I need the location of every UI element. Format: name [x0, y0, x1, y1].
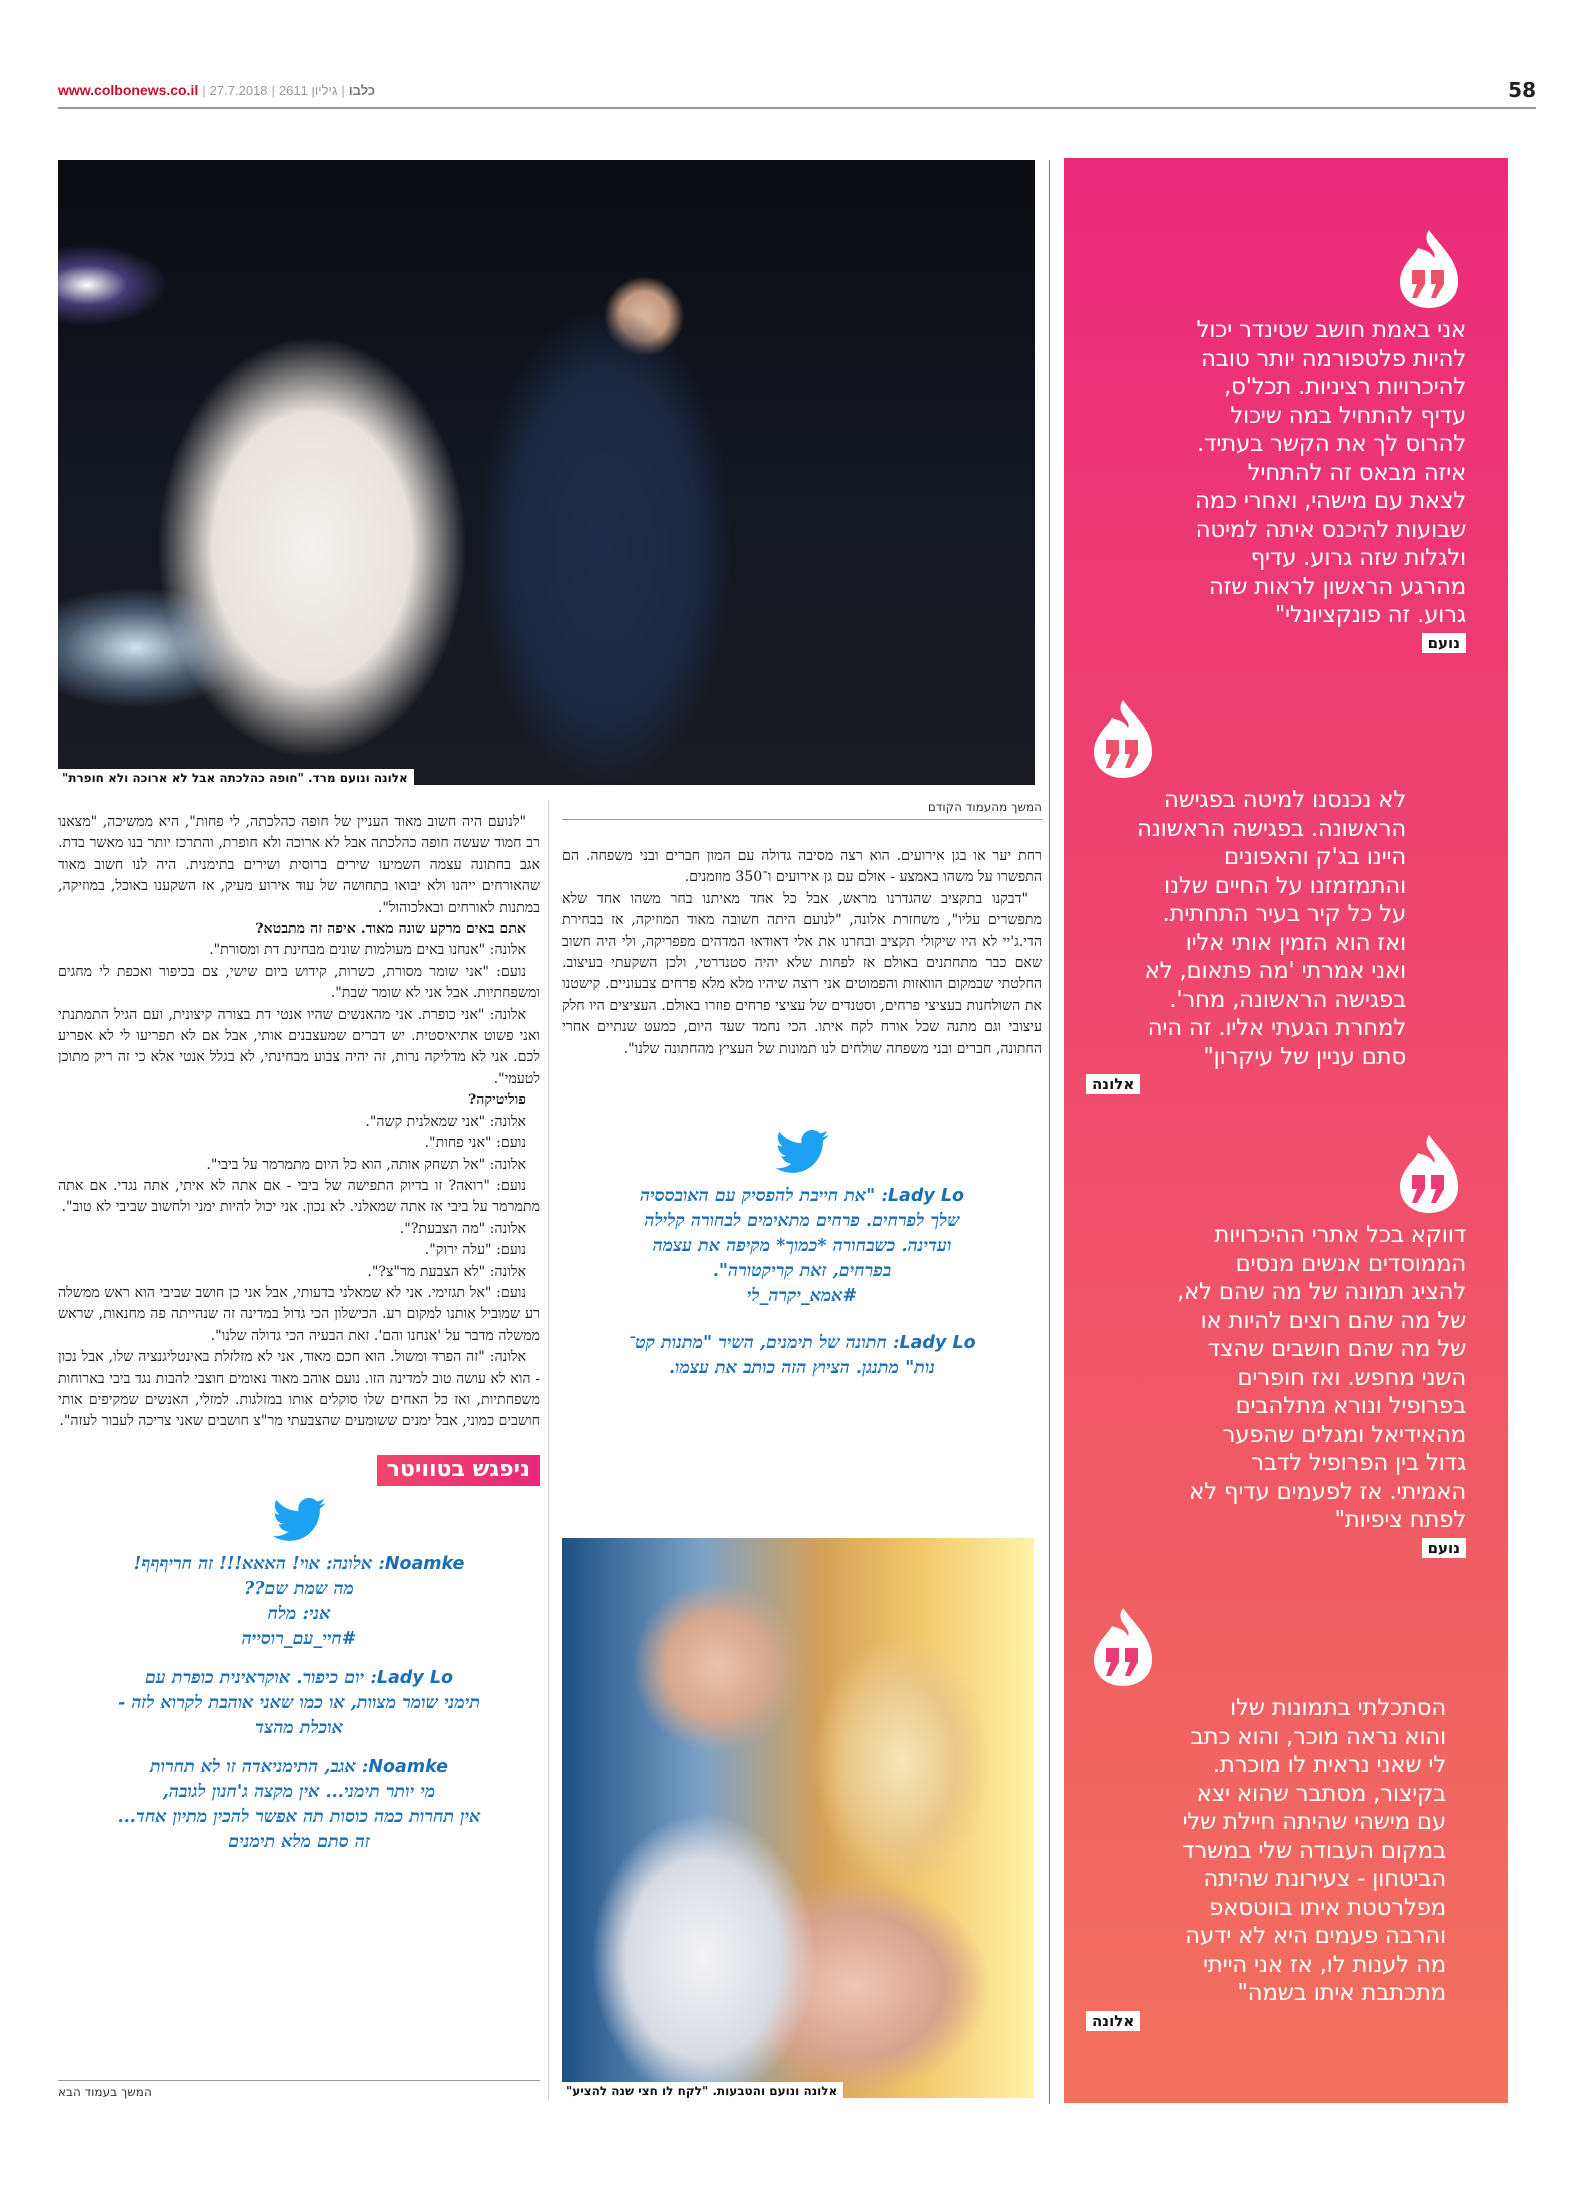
speaker-label: אלונה — [1086, 1074, 1140, 1094]
article-body — [58, 812, 540, 1433]
tweet — [58, 1666, 540, 1741]
quote-line: ואז הוא הזמין אותי אליו — [1185, 929, 1406, 956]
tweet — [562, 1331, 1042, 1381]
quote-line: הסתכלתי בתמונות שלו — [1229, 1695, 1446, 1721]
quote-line: מה לענות לו, אז אני הייתי — [1202, 1951, 1446, 1978]
paragraph: אלונה: "זה הפרד ומשול. הוא חכם מאוד, אני לא מזלזלת באינטליגנציה שלו, אבל נכון - הוא לא עושה טוב למדינה הזו. נועם אוהב מאוד נאומים חוצבי להבות נגד ביבי בארוחות משפחתיות, ואז כל האחים שלו סוקלים אותו במזלגות. למזלי, האנשים שמקיפים אותי חושבים כמוני, אבל ימנים ששומעים שהצבעתי מר"צ חושבים שאני צריכה לעבור לעזה". — [58, 1349, 540, 1430]
quote-line: בפרופיל ונורא מתלהבים — [1235, 1393, 1466, 1419]
article-column-left — [58, 812, 540, 1855]
paragraph: אלונה: "אנחנו באים מעולמות שונים מבחינת דת ומסורת". — [209, 942, 526, 959]
tweet-line: חתונה של תימנים, השיר "מתנות קט־ — [628, 1333, 887, 1354]
quote-line: בפגישה הראשונה, מחר'. — [1169, 986, 1406, 1013]
paragraph: נועם: "רואה? זו בדיוק התפישה של ביבי - אם אתה לא איתי, אתה נגדי. אם אתה מתמרמר על ביבי אז אתה שמאלני. לא נכון. אני יכול להיות ימני ולחשוב שביבי לא טוב". — [58, 1177, 540, 1216]
quote-line: ולגלות שזה גרוע. עדיף — [1250, 545, 1466, 571]
quote-line: שבועות להיכנס איתה למיטה — [1195, 516, 1466, 543]
tweet-colon: : — [372, 1553, 385, 1574]
twitter-bird-icon — [775, 1130, 829, 1174]
tweet-colon: : — [886, 1333, 900, 1354]
quote-line: והוא נראה מוכר, והוא כתב — [1190, 1723, 1446, 1750]
pull-quote — [1086, 1606, 1466, 2031]
quote-text — [1086, 1694, 1446, 2008]
quote-line: למחרת הגעתי אליו. זה היה — [1147, 1015, 1406, 1041]
quote-line: מהאידיאל ומגלים שהפער — [1222, 1421, 1466, 1448]
quote-line: סתם עניין של עיקרון" — [1203, 1043, 1406, 1070]
quote-line: מהרגע הראשון לראות שזה — [1208, 573, 1466, 600]
tweet-line: זה סתם מלא תימנים — [228, 1831, 370, 1852]
tweet-line: אין תחרות כמה כוסות תה אפשר להכין מתיון אחד... — [117, 1806, 481, 1827]
quotes-sidebar — [1064, 158, 1508, 2103]
paragraph: אלונה: "אני שמאלנית קשה". — [365, 1113, 526, 1130]
tweet-line: "את חייבת להפסיק עם האובססיה — [639, 1186, 876, 1207]
interview-question: אתם באים מרקע שונה מאוד. איפה זה מתבטא? — [255, 921, 526, 938]
tweet-line: אלונה: אוי! האאא!!! זה חריףףף! — [133, 1553, 373, 1574]
paragraph: אלונה: "אל תשחק אותה, הוא כל היום מתמרמר על ביבי". — [206, 1156, 526, 1173]
paragraph: נועם: "אני שומר מסורת, כשרות, קידוש ביום שישי, צם בכיפור ואכפת לי מחגים ומשפחתיות. אבל אני לא שומר שבת". — [58, 963, 540, 1002]
tweet-line: נות" מתנגן. הציוץ הזה כותב את עצמו. — [668, 1358, 936, 1379]
separator: | — [202, 83, 206, 98]
publication-name: כלבו — [348, 83, 376, 98]
tweet-handle[interactable]: Noamke — [384, 1553, 465, 1574]
tweet-hashtag[interactable]: #חיי_עם_רוסייה — [241, 1628, 357, 1649]
tweet-line: ועדינה. כשבחורה *כמוך* מקיפה את עצמה — [652, 1236, 952, 1257]
quote-line: להרוס לך את הקשר בעתיד. — [1197, 431, 1466, 457]
pull-quote — [1086, 1133, 1466, 1558]
publication-info — [58, 82, 375, 98]
quote-line: איזה מבאס זה להתחיל — [1247, 459, 1466, 486]
separator: | — [271, 83, 275, 98]
quote-line: לא נכנסנו למיטה בפגישה — [1163, 787, 1406, 813]
quote-line: לי שאני נראית לו מוכרת. — [1212, 1752, 1446, 1778]
flame-quote-icon — [1086, 698, 1160, 780]
article-body — [562, 846, 1042, 1060]
continued-next-label: המשך בעמוד הבא — [58, 2080, 540, 2099]
paragraph: "לנועם היה חשוב מאוד העניין של חופה כהלכתה, לי פחות", היא ממשיכה, "מצאנו רב חמוד שעשה חופה כהלכתה אבל לא ארוכה ולא חופרת, והתרכז יותר בנו מאשר בדת. אגב בחתונה עצמה השמיעו שירים ברוסית ושירים בתימנית. היה לנו חשוב מאוד שהאורחים ייהנו ולא יבואו בתחושה של עוד אירוע מעיק, אז השקענו באוכל, במוזיקה, במתנות לאורחים ובאלכוהול". — [58, 814, 540, 916]
paragraph: נועם: "אל תגזימי. אני לא שמאלני בדעותי, אבל אני כן חושב שביבי הוא ראש ממשלה רע שמוביל אותנו למקום רע. הכישלון הכי גדול במדינה זה שנהייתה פה מחנאות, שראש ממשלה מדבר על 'אנחנו והם'. זאת הבעיה הכי גדולה שלנו". — [58, 1284, 540, 1344]
quote-line: הראשונה. בפגישה הראשונה — [1137, 815, 1406, 842]
quote-line: עדיף להתחיל במה שיכול — [1230, 402, 1466, 429]
site-link[interactable]: www.colbonews.co.il — [58, 82, 199, 98]
tweet-line: תימני שומר מצוות, או כמו שאני אוהבת לקרוא לזה - — [117, 1692, 480, 1713]
quote-line: מפלרטטת איתו בווטסאפ — [1209, 1894, 1446, 1921]
quote-line: והרבה פעמים היא לא ידעה — [1185, 1923, 1446, 1949]
tweet-handle[interactable]: Lady Lo — [376, 1667, 453, 1688]
quote-line: של מה שהם חושבים שהצד — [1207, 1336, 1466, 1362]
tweet-line: שלך לפרחים. פרחים מתאימים לבחורה קלילה — [644, 1211, 960, 1232]
speaker-label: נועם — [1422, 633, 1466, 653]
header-divider — [58, 107, 1536, 109]
quote-line: לצאת עם מישהי, ואחרי כמה — [1194, 488, 1466, 514]
quote-line: גרוע. זה פונקציונלי" — [1274, 602, 1466, 628]
tweet-line: אוכלת מהצד — [255, 1717, 343, 1738]
photo-caption: אלונה ונועם והטבעות. "לקח לו חצי שנה להציע" — [562, 2082, 843, 2098]
issue-number: גיליון 2611 — [278, 83, 338, 98]
quote-line: במקום העבודה שלי במשרד — [1182, 1837, 1446, 1864]
interview-question: פוליטיקה? — [467, 1092, 526, 1109]
tweet-handle[interactable]: Noamke — [368, 1756, 448, 1777]
quote-text — [1086, 1221, 1466, 1535]
flame-quote-icon — [1392, 228, 1466, 310]
quote-line: האמיתי. אז לפעמים עדיף לא — [1189, 1478, 1466, 1505]
tweet-colon: : — [875, 1186, 888, 1207]
flame-quote-icon — [1392, 1133, 1466, 1215]
quote-line: עם מישהי שהיתה חיילת שלי — [1182, 1809, 1446, 1835]
tweet-line: אני: מלח — [267, 1603, 331, 1624]
quote-line: בקיצור, מסתבר שהוא יצא — [1196, 1780, 1446, 1807]
quote-line: הביטחון - צעירונת שהיתה — [1203, 1866, 1446, 1892]
paragraph: נועם: "עלה ירוק". — [424, 1242, 526, 1259]
tweet — [58, 1552, 540, 1652]
quote-line: להיות פלטפורמה יותר טובה — [1201, 345, 1466, 372]
quote-line: גדול בין הפרופיל לדבר — [1251, 1450, 1466, 1476]
issue-date: 27.7.2018 — [209, 83, 268, 98]
paragraph: נועם: "אני פחות". — [424, 1135, 526, 1152]
quote-text — [1086, 786, 1406, 1071]
tweet-colon: : — [355, 1756, 369, 1777]
separator: | — [341, 83, 345, 98]
paragraph: אלונה: "לא הצבעת מר"צ?". — [367, 1263, 526, 1280]
tweet-line: יום כיפור. אוקראינית כופרת עם — [144, 1667, 365, 1688]
quote-line: דווקא בכל אתרי ההיכרויות — [1214, 1222, 1466, 1248]
tweet — [58, 1755, 540, 1855]
tweet — [562, 1184, 1042, 1309]
sidebar-divider — [1049, 160, 1050, 2104]
quote-line: הממוסדים אנשים מנסים — [1235, 1250, 1466, 1277]
page-header — [58, 78, 1536, 108]
speaker-label: אלונה — [1086, 2011, 1140, 2031]
quote-line: להיכרויות רציניות. תכל'ס, — [1223, 374, 1466, 400]
continued-from-label: המשך מהעמוד הקודם — [562, 800, 1042, 820]
rings-selfie-photo — [562, 1538, 1034, 2098]
flame-quote-icon — [1086, 1606, 1160, 1688]
tweet-line: אגב, התימניאדה זו לא תחרות — [150, 1756, 356, 1777]
quote-line: מתכתבת איתו בשמה" — [1237, 1980, 1446, 2006]
quote-line: השני מחפש. ואז חופרים — [1237, 1364, 1466, 1391]
quote-line: אני באמת חושב שטינדר יכול — [1196, 317, 1466, 343]
pull-quote — [1086, 698, 1466, 1094]
twitter-bird-icon — [272, 1498, 326, 1542]
tweet-colon: : — [364, 1667, 377, 1688]
page-number: 58 — [1508, 78, 1536, 102]
article-column-middle — [562, 800, 1042, 1381]
wedding-photo — [58, 160, 1035, 785]
quote-line: ואני אמרתי 'מה פתאום, לא — [1144, 958, 1406, 984]
pull-quote — [1086, 228, 1466, 653]
twitter-section-title: ניפגש בטוויטר — [377, 1455, 540, 1486]
tweet-handle[interactable]: Lady Lo — [887, 1186, 965, 1207]
tweet-line: מה שמת שם?? — [244, 1578, 354, 1599]
quote-line: להציג תמונה של מה שהם לא, — [1176, 1279, 1466, 1305]
photo-caption: אלונה ונועם מרד. "חופה כהלכתה אבל לא ארוכה ולא חופרת" — [58, 769, 414, 785]
paragraph: רחת יער או בגן אירועים. הוא רצה מסיבה גדולה עם המון חברים ובני משפחה. הם התפשרו על משהו באמצע - אולם עם גן אירועים ו־350 מוזמנים. — [562, 848, 1042, 886]
quote-line: של מה שהם רוצים להיות או — [1200, 1307, 1466, 1334]
paragraph: אלונה: "מה הצבעת?". — [399, 1220, 526, 1237]
tweet-line: מי יותר תימני... אין מקצה ג'חנון לגובה, — [162, 1781, 436, 1802]
speaker-label: נועם — [1422, 1538, 1466, 1558]
column-divider — [548, 800, 549, 2100]
tweet-hashtag[interactable]: #אמא_יקרה_לי — [746, 1286, 858, 1307]
quote-text — [1086, 316, 1466, 630]
quote-line: היינו בג'ק והאפונים — [1223, 844, 1406, 870]
quote-line: לפתח ציפיות" — [1334, 1507, 1466, 1533]
quote-line: על כל קיר בעיר התחתית. — [1162, 901, 1406, 927]
tweet-handle[interactable]: Lady Lo — [899, 1333, 976, 1354]
tweet-line: בפרחים, זאת קריקטורה". — [712, 1261, 892, 1282]
paragraph: "דבקנו בתקציב שהגדרנו מראש, אבל כל אחד מאיתנו בחר משהו אחד שלא מתפשרים עליו", משחזרת אלונה, "לנועם היתה חשובה מאוד המוזיקה, אז בבחירת הדי.ג'יי לא היו שיקולי תקציב ובחרנו את אלי דאודאו המדהים מפפריקה, ולי היה חשוב שאם כבר מתחתנים באולם אז לפחות שלא יהיה סטנדרטי, ולכן השקעתי בעיצוב. החלטתי שבמקום הוואזות והפמוטים אני רוצה שיהיו מלא מלא פרחים צבעוניים. קישטנו את השולחנות בעציצי פרחים, וסטנדים של עציצי פרחים פוזרו באולם. העציצים היו חלק עיצובי וגם מתנה שכל אורח לקח איתו. הכי נחמד שעד היום, כמעט שנתיים אחרי החתונה, חברים ובני משפחה שולחים לנו תמונות של העציץ מהחתונה שלנו". — [562, 890, 1042, 1057]
quote-line: והתמזמזנו על החיים שלנו — [1163, 872, 1406, 899]
paragraph: אלונה: "אני כופרת. אני מהאנשים שהיו אנטי דת בצורה קיצונית, ועם הגיל התמתנתי ואני פשוט אתיאיסטית. יש דברים שמעצבנים אותי, אבל אם לא תפריעו לי לא אפריע לכם. אני לא מדליקה נרות, זה יהיה צבוע מבחינתי, לא בגלל אנטי אלא כי זה ריק מתוכן לטעמי". — [58, 1006, 540, 1087]
